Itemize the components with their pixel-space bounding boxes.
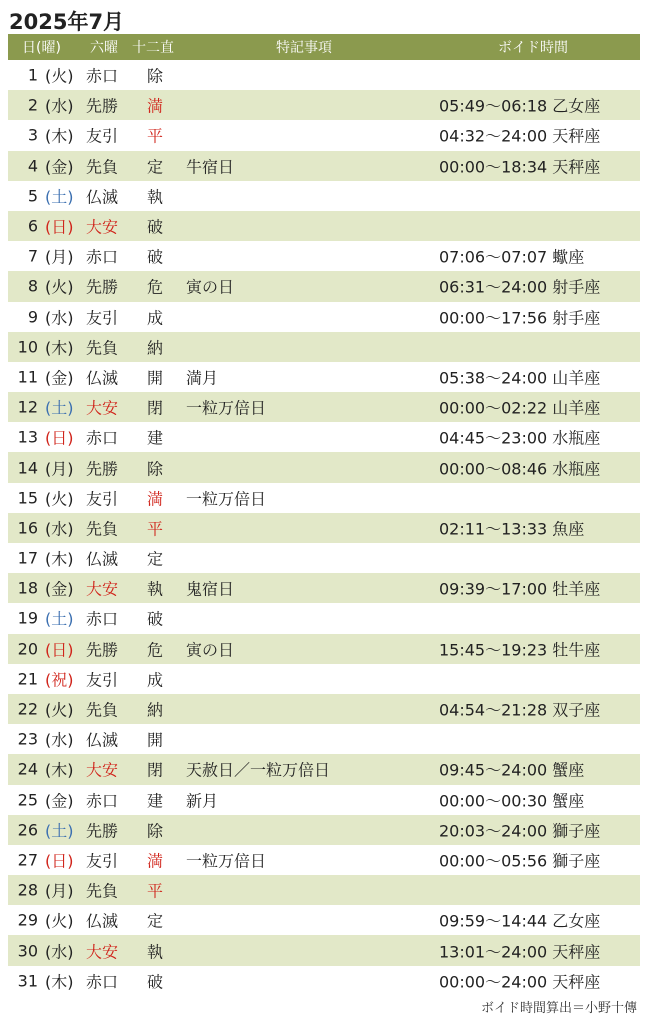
calendar-table (8, 34, 640, 996)
rokuyo-cell: 仏滅 (86, 368, 119, 388)
table-row (8, 935, 640, 965)
weekday-cell: (水) (45, 730, 74, 750)
junichoku-cell: 除 (147, 459, 164, 479)
rokuyo-cell: 赤口 (86, 609, 119, 629)
weekday-cell: (月) (45, 247, 74, 267)
table-row (8, 815, 640, 845)
rokuyo-cell: 先負 (86, 519, 119, 539)
junichoku-cell: 開 (147, 730, 164, 750)
header-day: 日(曜) (22, 40, 61, 56)
junichoku-cell: 破 (147, 609, 164, 629)
table-row (8, 543, 640, 573)
void-time-cell: 09:45〜24:00 蟹座 (439, 760, 585, 780)
rokuyo-cell: 先負 (86, 700, 119, 720)
note-cell: 満月 (186, 368, 219, 388)
day-cell: 13 (17, 427, 38, 447)
day-cell: 19 (17, 608, 38, 628)
header-notes: 特記事項 (276, 40, 332, 56)
day-cell: 11 (17, 367, 38, 387)
note-cell: 寅の日 (186, 640, 235, 660)
rokuyo-cell: 先勝 (86, 821, 119, 841)
weekday-cell: (木) (45, 760, 74, 780)
rokuyo-cell: 先負 (86, 338, 119, 358)
weekday-cell: (火) (45, 277, 74, 297)
table-row (8, 362, 640, 392)
day-cell: 15 (17, 488, 38, 508)
junichoku-cell: 成 (147, 670, 164, 690)
table-row (8, 332, 640, 362)
day-cell: 17 (17, 548, 38, 568)
table-row (8, 302, 640, 332)
day-cell: 7 (27, 246, 38, 266)
day-cell: 16 (17, 518, 38, 538)
junichoku-cell: 平 (147, 881, 164, 901)
rokuyo-cell: 大安 (86, 579, 119, 599)
junichoku-cell: 満 (147, 851, 164, 871)
weekday-cell: (金) (45, 157, 74, 177)
day-cell: 12 (17, 397, 38, 417)
void-time-cell: 00:00〜18:34 天秤座 (439, 157, 601, 177)
weekday-cell: (日) (45, 640, 74, 660)
header-rokuyo: 六曜 (90, 40, 118, 56)
junichoku-cell: 定 (147, 911, 164, 931)
junichoku-cell: 納 (147, 700, 164, 720)
table-row (8, 875, 640, 905)
table-row (8, 785, 640, 815)
table-body (8, 60, 640, 996)
void-time-cell: 02:11〜13:33 魚座 (439, 519, 585, 539)
day-cell: 8 (27, 276, 38, 296)
footer-credit: ボイド時間算出＝小野十傳 (480, 1001, 637, 1016)
note-cell: 天赦日／一粒万倍日 (186, 760, 331, 780)
junichoku-cell: 成 (147, 308, 164, 328)
void-time-cell: 04:54〜21:28 双子座 (439, 700, 601, 720)
note-cell: 一粒万倍日 (186, 489, 267, 509)
void-time-cell: 00:00〜24:00 天秤座 (439, 972, 601, 992)
note-cell: 新月 (186, 791, 219, 811)
rokuyo-cell: 先負 (86, 157, 119, 177)
junichoku-cell: 執 (147, 579, 164, 599)
table-row (8, 573, 640, 603)
void-time-cell: 07:06〜07:07 蠍座 (439, 247, 585, 267)
note-cell: 一粒万倍日 (186, 851, 267, 871)
table-row (8, 754, 640, 784)
table-row (8, 694, 640, 724)
junichoku-cell: 破 (147, 217, 164, 237)
weekday-cell: (日) (45, 217, 74, 237)
rokuyo-cell: 赤口 (86, 972, 119, 992)
day-cell: 29 (17, 910, 38, 930)
weekday-cell: (土) (45, 609, 74, 629)
rokuyo-cell: 先勝 (86, 96, 119, 116)
note-cell: 一粒万倍日 (186, 398, 267, 418)
rokuyo-cell: 大安 (86, 217, 119, 237)
table-row (8, 392, 640, 422)
table-row (8, 966, 640, 996)
day-cell: 14 (17, 458, 38, 478)
junichoku-cell: 定 (147, 157, 164, 177)
weekday-cell: (木) (45, 126, 74, 146)
rokuyo-cell: 先勝 (86, 640, 119, 660)
day-cell: 23 (17, 729, 38, 749)
junichoku-cell: 平 (147, 126, 164, 146)
rokuyo-cell: 仏滅 (86, 730, 119, 750)
rokuyo-cell: 先負 (86, 881, 119, 901)
day-cell: 27 (17, 850, 38, 870)
junichoku-cell: 開 (147, 368, 164, 388)
weekday-cell: (火) (45, 489, 74, 509)
junichoku-cell: 除 (147, 821, 164, 841)
weekday-cell: (日) (45, 428, 74, 448)
day-cell: 10 (17, 337, 38, 357)
day-cell: 20 (17, 639, 38, 659)
table-row (8, 452, 640, 482)
day-cell: 22 (17, 699, 38, 719)
rokuyo-cell: 赤口 (86, 791, 119, 811)
rokuyo-cell: 大安 (86, 760, 119, 780)
table-row (8, 483, 640, 513)
void-time-cell: 09:39〜17:00 牡羊座 (439, 579, 601, 599)
table-row (8, 90, 640, 120)
day-cell: 26 (17, 820, 38, 840)
void-time-cell: 05:38〜24:00 山羊座 (439, 368, 601, 388)
rokuyo-cell: 赤口 (86, 247, 119, 267)
weekday-cell: (土) (45, 398, 74, 418)
rokuyo-cell: 先勝 (86, 459, 119, 479)
rokuyo-cell: 友引 (86, 851, 119, 871)
table-row (8, 845, 640, 875)
page-title: 2025年7月 (9, 10, 125, 34)
weekday-cell: (火) (45, 66, 74, 86)
table-row (8, 905, 640, 935)
junichoku-cell: 閉 (147, 398, 164, 418)
junichoku-cell: 破 (147, 972, 164, 992)
junichoku-cell: 執 (147, 187, 164, 207)
weekday-cell: (火) (45, 911, 74, 931)
weekday-cell: (月) (45, 881, 74, 901)
void-time-cell: 20:03〜24:00 獅子座 (439, 821, 601, 841)
day-cell: 30 (17, 941, 38, 961)
day-cell: 25 (17, 790, 38, 810)
junichoku-cell: 破 (147, 247, 164, 267)
table-row (8, 181, 640, 211)
weekday-cell: (金) (45, 579, 74, 599)
table-header (8, 34, 640, 60)
table-row (8, 211, 640, 241)
weekday-cell: (月) (45, 459, 74, 479)
day-cell: 18 (17, 578, 38, 598)
weekday-cell: (水) (45, 96, 74, 116)
void-time-cell: 09:59〜14:44 乙女座 (439, 911, 601, 931)
rokuyo-cell: 友引 (86, 308, 119, 328)
rokuyo-cell: 赤口 (86, 428, 119, 448)
note-cell: 牛宿日 (186, 157, 235, 177)
note-cell: 寅の日 (186, 277, 235, 297)
junichoku-cell: 危 (147, 277, 164, 297)
void-time-cell: 04:45〜23:00 水瓶座 (439, 428, 601, 448)
junichoku-cell: 除 (147, 66, 164, 86)
rokuyo-cell: 仏滅 (86, 911, 119, 931)
weekday-cell: (木) (45, 338, 74, 358)
rokuyo-cell: 友引 (86, 489, 119, 509)
junichoku-cell: 執 (147, 942, 164, 962)
table-row (8, 120, 640, 150)
junichoku-cell: 満 (147, 489, 164, 509)
table-row (8, 513, 640, 543)
void-time-cell: 00:00〜05:56 獅子座 (439, 851, 601, 871)
weekday-cell: (木) (45, 972, 74, 992)
weekday-cell: (水) (45, 308, 74, 328)
void-time-cell: 00:00〜17:56 射手座 (439, 308, 601, 328)
day-cell: 3 (27, 125, 38, 145)
rokuyo-cell: 友引 (86, 126, 119, 146)
rokuyo-cell: 大安 (86, 398, 119, 418)
day-cell: 21 (17, 669, 38, 689)
day-cell: 4 (27, 156, 38, 176)
weekday-cell: (水) (45, 519, 74, 539)
rokuyo-cell: 仏滅 (86, 549, 119, 569)
day-cell: 28 (17, 880, 38, 900)
junichoku-cell: 平 (147, 519, 164, 539)
junichoku-cell: 納 (147, 338, 164, 358)
table-row (8, 724, 640, 754)
table-row (8, 603, 640, 633)
header-junichoku: 十二直 (132, 40, 174, 56)
weekday-cell: (土) (45, 187, 74, 207)
junichoku-cell: 建 (147, 791, 164, 811)
day-cell: 31 (17, 971, 38, 991)
weekday-cell: (火) (45, 700, 74, 720)
header-void: ボイド時間 (498, 40, 568, 56)
table-row (8, 151, 640, 181)
junichoku-cell: 閉 (147, 760, 164, 780)
void-time-cell: 15:45〜19:23 牡牛座 (439, 640, 601, 660)
table-row (8, 664, 640, 694)
junichoku-cell: 建 (147, 428, 164, 448)
table-row (8, 241, 640, 271)
note-cell: 鬼宿日 (186, 579, 235, 599)
weekday-cell: (金) (45, 368, 74, 388)
rokuyo-cell: 友引 (86, 670, 119, 690)
void-time-cell: 00:00〜02:22 山羊座 (439, 398, 601, 418)
junichoku-cell: 危 (147, 640, 164, 660)
junichoku-cell: 満 (147, 96, 164, 116)
day-cell: 2 (27, 95, 38, 115)
void-time-cell: 06:31〜24:00 射手座 (439, 277, 601, 297)
void-time-cell: 00:00〜00:30 蟹座 (439, 791, 585, 811)
void-time-cell: 04:32〜24:00 天秤座 (439, 126, 601, 146)
void-time-cell: 13:01〜24:00 天秤座 (439, 942, 601, 962)
weekday-cell: (金) (45, 791, 74, 811)
junichoku-cell: 定 (147, 549, 164, 569)
weekday-cell: (木) (45, 549, 74, 569)
weekday-cell: (日) (45, 851, 74, 871)
rokuyo-cell: 先勝 (86, 277, 119, 297)
weekday-cell: (土) (45, 821, 74, 841)
day-cell: 24 (17, 759, 38, 779)
rokuyo-cell: 仏滅 (86, 187, 119, 207)
void-time-cell: 05:49〜06:18 乙女座 (439, 96, 601, 116)
day-cell: 9 (27, 307, 38, 327)
table-row (8, 271, 640, 301)
day-cell: 1 (27, 65, 38, 85)
void-time-cell: 00:00〜08:46 水瓶座 (439, 459, 601, 479)
table-row (8, 634, 640, 664)
table-row (8, 422, 640, 452)
weekday-cell: (祝) (45, 670, 74, 690)
day-cell: 6 (27, 216, 38, 236)
weekday-cell: (水) (45, 942, 74, 962)
table-row (8, 60, 640, 90)
day-cell: 5 (27, 186, 38, 206)
rokuyo-cell: 赤口 (86, 66, 119, 86)
rokuyo-cell: 大安 (86, 942, 119, 962)
